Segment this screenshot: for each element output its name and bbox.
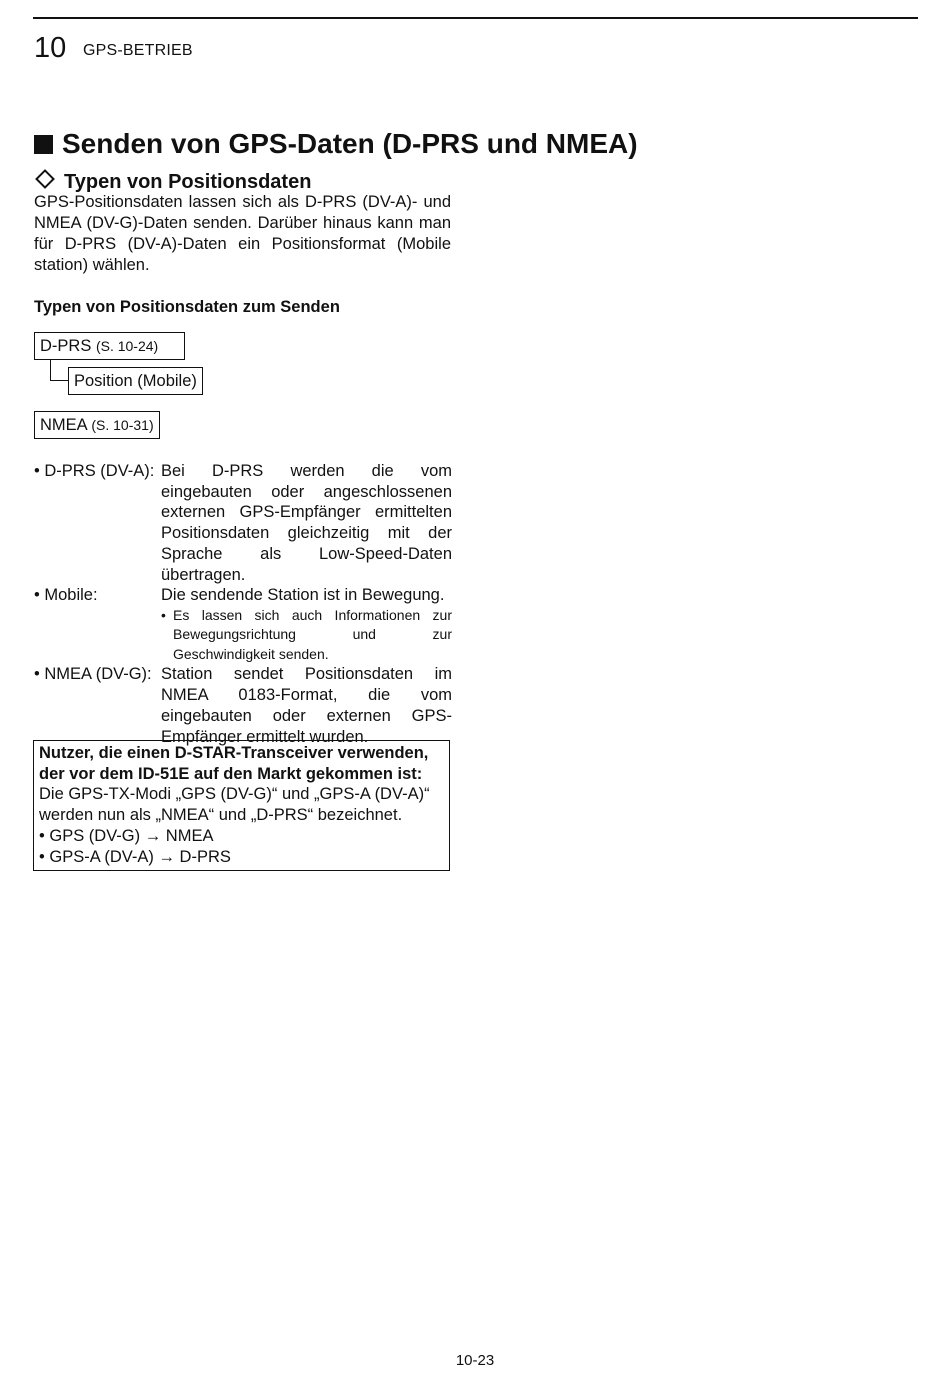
- dprs-box: [34, 332, 185, 360]
- definition-note-text: Es lassen sich auch Informationen zur Bewegungsrichtung und zur Geschwindigkeit senden.: [173, 606, 452, 662]
- nmea-box: [34, 411, 160, 439]
- diamond-outline-icon: [35, 169, 55, 189]
- subsection-title: [34, 170, 311, 194]
- definition-desc: Die sendende Station ist in Bewegung.: [161, 586, 445, 605]
- info-box-item: • GPS-A (DV-A) → D-PRS: [39, 847, 231, 866]
- section-title-text: Senden von GPS-Daten (D-PRS und NMEA): [62, 128, 638, 159]
- chapter-number: 10: [34, 32, 67, 64]
- definition-dprs: [34, 461, 452, 585]
- tree-heading: Typen von Positionsdaten zum Senden: [34, 298, 340, 316]
- dprs-label: D-PRS: [40, 337, 92, 355]
- subsection-title-text: Typen von Positionsdaten: [64, 171, 312, 193]
- definition-desc-block: [161, 585, 452, 664]
- intro-paragraph: GPS-Positionsdaten lassen sich als D-PRS (DV-A)- und NMEA (DV-G)-Daten senden. Darüber hinaus kann man für D-PRS (DV-A)-Daten ein Positionsformat (Mobile station) wählen.: [34, 193, 451, 274]
- page-number: 10-23: [455, 1352, 495, 1369]
- info-box-item: • GPS (DV-G) → NMEA: [39, 826, 214, 845]
- info-box-text: Die GPS-TX-Modi „GPS (DV-G)“ und „GPS-A (DV-A)“ werden nun als „NMEA“ und „D-PRS“ bezeichnet.: [39, 785, 430, 825]
- nmea-label: NMEA: [40, 416, 87, 434]
- definition-term: • NMEA (DV-G):: [34, 665, 152, 684]
- definition-desc: Station sendet Positionsdaten im NMEA 0183-Format, die vom eingebauten oder externen GPS-Empfänger ermittelt wurden.: [161, 665, 452, 746]
- header-rule: [33, 17, 918, 19]
- definition-note: [161, 606, 452, 665]
- definition-nmea: [34, 664, 452, 747]
- mobile-box: [68, 367, 203, 395]
- section-title: [34, 126, 638, 162]
- bullet-icon: •: [161, 606, 166, 623]
- definition-term: • Mobile:: [34, 586, 98, 605]
- dprs-page-ref: (S. 10-24): [95, 338, 159, 354]
- info-box: [33, 740, 450, 871]
- definition-mobile: [34, 585, 452, 664]
- chapter-title: GPS-BETRIEB: [83, 42, 193, 59]
- definition-list: [34, 461, 452, 747]
- definition-term: • D-PRS (DV-A):: [34, 462, 155, 480]
- black-square-icon: [34, 135, 53, 154]
- nmea-page-ref: (S. 10-31): [91, 417, 154, 433]
- mobile-label: Position (Mobile): [74, 372, 197, 390]
- definition-desc: Bei D-PRS werden die vom eingebauten oder angeschlossenen externen GPS-Empfänger ermittelten Positionsdaten gleichzeitig mit der Sprache als Low-Speed-Daten übertragen.: [161, 462, 452, 584]
- tree-connector: [50, 359, 68, 381]
- info-box-heading: Nutzer, die einen D-STAR-Transceiver verwenden, der vor dem ID-51E auf den Markt gekommen ist:: [39, 744, 429, 783]
